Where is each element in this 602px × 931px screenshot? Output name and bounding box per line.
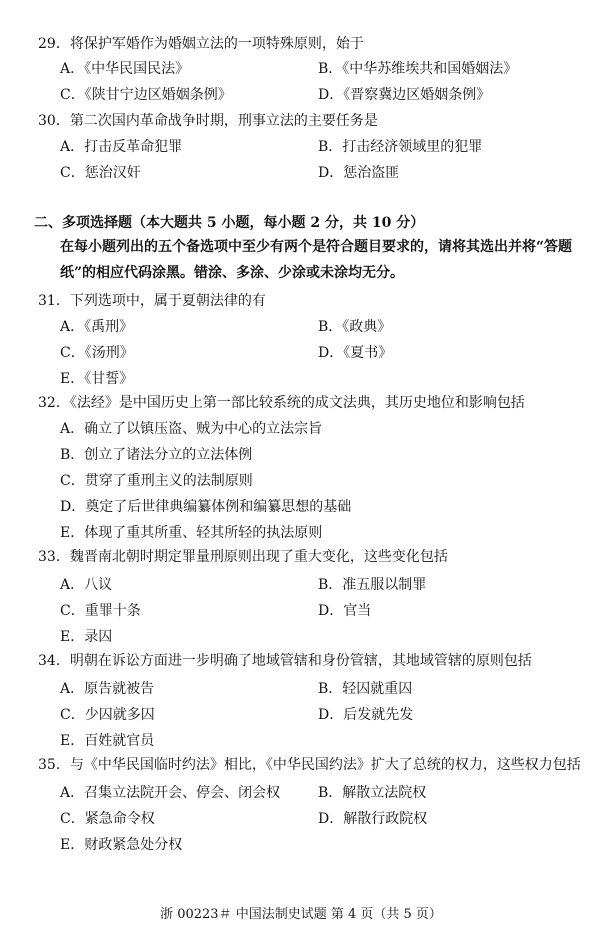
page-footer: 浙 00223＃ 中国法制史试题 第 4 页（共 5 页） — [160, 907, 442, 922]
section-2-heading: 二、多项选择题（本大题共 5 小题，每小题 2 分，共 10 分） — [34, 215, 425, 231]
q29-option-c: C．《陕甘宁边区婚姻条例》 — [60, 87, 232, 103]
q31-option-b: B．《政典》 — [318, 319, 392, 335]
question-30-stem: 30．第二次国内革命战争时期，刑事立法的主要任务是 — [38, 113, 378, 129]
q32-option-c: C．贯穿了重刑主义的法制原则 — [60, 473, 253, 489]
q32-option-b: B．创立了诸法分立的立法体例 — [60, 447, 253, 463]
q33-option-e: E．录囚 — [60, 629, 113, 645]
q35-option-a: A．召集立法院开会、停会、闭会权 — [60, 785, 281, 801]
q35-option-c: C．紧急命令权 — [60, 811, 155, 827]
q33-option-d: D．官当 — [318, 603, 372, 619]
q31-option-e: E．《甘誓》 — [60, 371, 134, 387]
question-29-stem: 29．将保护军婚作为婚姻立法的一项特殊原则，始于 — [38, 36, 364, 52]
q35-option-d: D．解散行政院权 — [318, 811, 428, 827]
q35-option-e: E．财政紧急处分权 — [60, 837, 183, 853]
q32-option-a: A．确立了以镇压盗、贼为中心的立法宗旨 — [60, 421, 323, 437]
q29-option-a: A．《中华民国民法》 — [60, 61, 190, 77]
question-35-stem: 35．与《中华民国临时约法》相比，《中华民国约法》扩大了总统的权力，这些权力包括 — [38, 757, 581, 773]
q30-option-b: B．打击经济领域里的犯罪 — [318, 139, 483, 155]
question-31-stem: 31．下列选项中，属于夏朝法律的有 — [38, 293, 266, 309]
section-2-instruction: 在每小题列出的五个备选项中至少有两个是符合题目要求的，请将其选出并将“答题纸”的相应代码涂黑。错涂、多涂、少涂或未涂均无分。 — [60, 239, 573, 281]
q34-option-b: B．轻囚就重囚 — [318, 681, 413, 697]
question-32-stem: 32．《法经》是中国历史上第一部比较系统的成文法典，其历史地位和影响包括 — [38, 395, 525, 411]
q29-option-d: D．《晋察冀边区婚姻条例》 — [318, 87, 491, 103]
q30-option-c: C．惩治汉奸 — [60, 165, 141, 181]
q32-option-d: D．奠定了后世律典编纂体例和编纂思想的基础 — [60, 499, 352, 515]
q30-option-a: A．打击反革命犯罪 — [60, 139, 183, 155]
q35-option-b: B．解散立法院权 — [318, 785, 427, 801]
q34-option-a: A．原告就被告 — [60, 681, 155, 697]
q30-option-d: D．惩治盗匪 — [318, 165, 400, 181]
q34-option-e: E．百姓就官员 — [60, 733, 155, 749]
q31-option-d: D．《夏书》 — [318, 345, 393, 361]
q33-option-a: A．八议 — [60, 577, 113, 593]
q29-option-b: B．《中华苏维埃共和国婚姻法》 — [318, 61, 518, 77]
q33-option-b: B．准五服以制罪 — [318, 577, 427, 593]
q34-option-d: D．后发就先发 — [318, 707, 414, 723]
question-34-stem: 34．明朝在诉讼方面进一步明确了地域管辖和身份管辖，其地域管辖的原则包括 — [38, 653, 532, 669]
question-33-stem: 33．魏晋南北朝时期定罪量刑原则出现了重大变化，这些变化包括 — [38, 549, 448, 565]
q31-option-a: A．《禹刑》 — [60, 319, 134, 335]
q31-option-c: C．《汤刑》 — [60, 345, 134, 361]
q34-option-c: C．少囚就多囚 — [60, 707, 155, 723]
q32-option-e: E．体现了重其所重、轻其所轻的执法原则 — [60, 525, 323, 541]
q33-option-c: C．重罪十条 — [60, 603, 141, 619]
